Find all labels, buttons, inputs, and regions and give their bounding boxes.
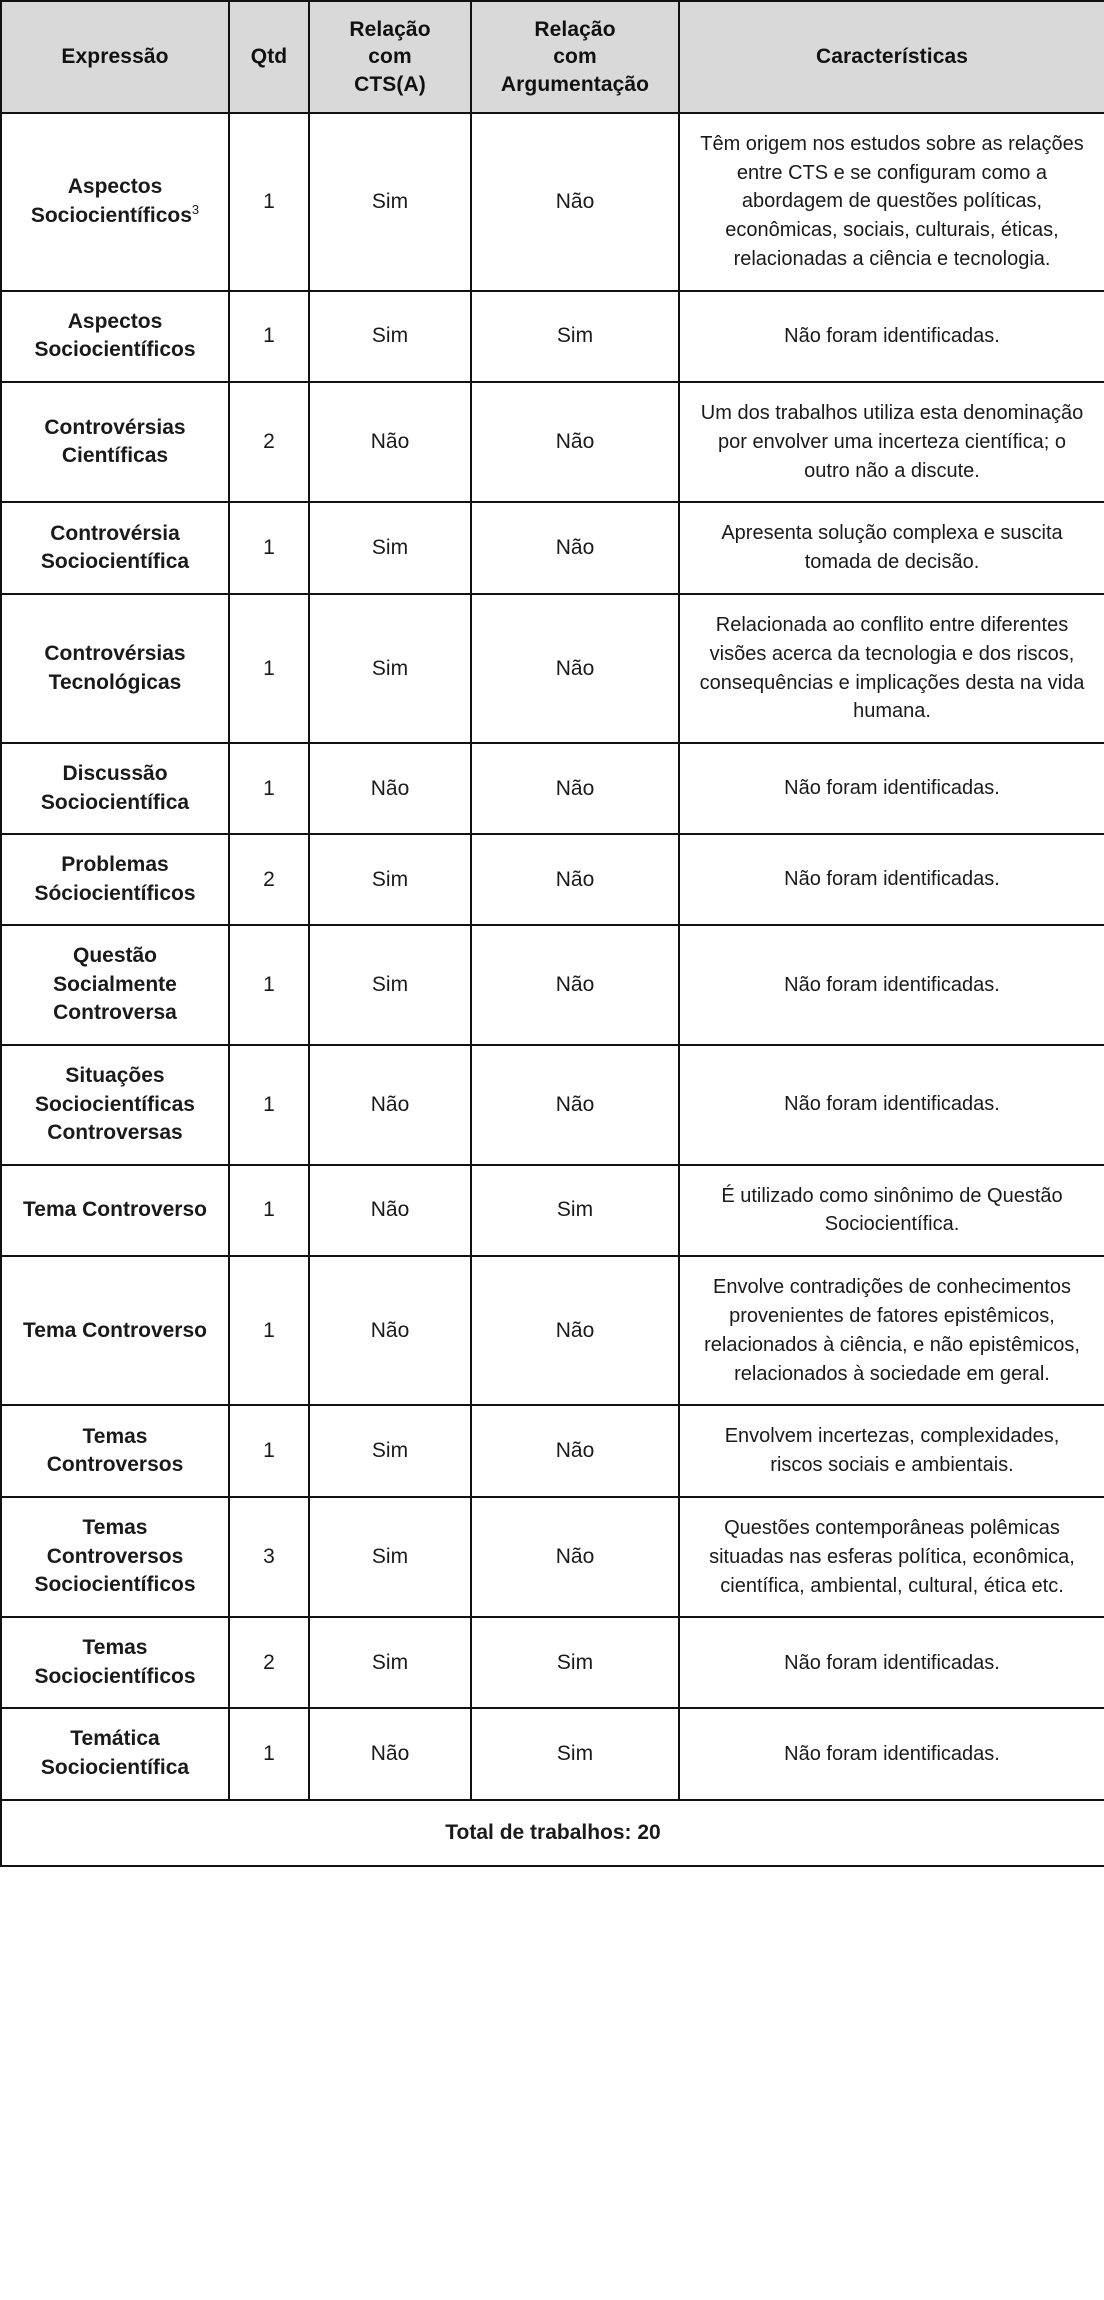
table-row — [1, 1256, 1104, 1405]
table-row — [1, 291, 1104, 382]
header-row — [1, 1, 1104, 113]
expressao-label: Questão Socialmente Controversa — [53, 944, 177, 1025]
cell-expressao — [1, 291, 229, 382]
table-row — [1, 834, 1104, 925]
column-header-expressao: Expressão — [1, 1, 229, 113]
cell-caracteristicas: Não foram identificadas. — [679, 925, 1104, 1045]
cell-relacao-argumentacao: Sim — [471, 1165, 679, 1257]
table-body — [1, 113, 1104, 1866]
cell-relacao-argumentacao: Sim — [471, 291, 679, 382]
cell-relacao-cts: Sim — [309, 1497, 471, 1617]
cell-qtd: 2 — [229, 1617, 309, 1708]
cell-expressao — [1, 925, 229, 1045]
table-row — [1, 382, 1104, 502]
cell-qtd: 3 — [229, 1497, 309, 1617]
cell-relacao-argumentacao: Não — [471, 1405, 679, 1497]
expressao-label: Tema Controverso — [23, 1318, 207, 1342]
cell-qtd: 1 — [229, 1256, 309, 1405]
cell-caracteristicas: Não foram identificadas. — [679, 291, 1104, 382]
cell-relacao-cts: Sim — [309, 1617, 471, 1708]
cell-relacao-cts: Sim — [309, 594, 471, 743]
cell-expressao — [1, 382, 229, 502]
cell-qtd: 2 — [229, 382, 309, 502]
cell-expressao — [1, 1405, 229, 1497]
cell-relacao-cts: Não — [309, 743, 471, 834]
cell-qtd: 1 — [229, 743, 309, 834]
cell-caracteristicas: Relacionada ao conflito entre diferentes visões acerca da tecnologia e dos riscos, consequências e implicações desta na vida humana. — [679, 594, 1104, 743]
cell-caracteristicas: Envolvem incertezas, complexidades, riscos sociais e ambientais. — [679, 1405, 1104, 1497]
table-total-row — [1, 1800, 1104, 1866]
column-header-cts-line1: Relação — [349, 18, 431, 41]
table-row — [1, 113, 1104, 291]
cell-caracteristicas: Não foram identificadas. — [679, 1617, 1104, 1708]
cell-relacao-argumentacao: Não — [471, 1497, 679, 1617]
cell-expressao — [1, 113, 229, 291]
cell-caracteristicas: Não foram identificadas. — [679, 834, 1104, 925]
column-header-cts — [309, 1, 471, 113]
cell-expressao — [1, 1708, 229, 1799]
cell-caracteristicas: Envolve contradições de conhecimentos provenientes de fatores epistêmicos, relacionados à ciência, e não epistêmicos, relacionados à sociedade em geral. — [679, 1256, 1104, 1405]
cell-relacao-cts: Não — [309, 382, 471, 502]
cell-qtd: 1 — [229, 113, 309, 291]
expressao-label: Temática Sociocientífica — [40, 1727, 190, 1780]
cell-relacao-argumentacao: Sim — [471, 1617, 679, 1708]
cell-expressao — [1, 1165, 229, 1257]
cell-caracteristicas: Um dos trabalhos utiliza esta denominação por envolver uma incerteza científica; o outro não a discute. — [679, 382, 1104, 502]
column-header-cts-line2: com — [368, 45, 412, 69]
table-row — [1, 1708, 1104, 1799]
table-row — [1, 1617, 1104, 1708]
cell-relacao-argumentacao: Não — [471, 113, 679, 291]
cell-relacao-cts: Sim — [309, 925, 471, 1045]
cell-qtd: 1 — [229, 502, 309, 594]
expressao-label: Controvérsia Sociocientífica — [40, 521, 190, 574]
cell-caracteristicas: Apresenta solução complexa e suscita tomada de decisão. — [679, 502, 1104, 594]
total-label: Total de trabalhos: 20 — [1, 1800, 1104, 1866]
cell-qtd: 2 — [229, 834, 309, 925]
expressao-label: Problemas Sóciocientíficos — [34, 853, 196, 905]
cell-qtd: 1 — [229, 1165, 309, 1257]
cell-qtd: 1 — [229, 1405, 309, 1497]
cell-relacao-cts: Sim — [309, 113, 471, 291]
cell-relacao-cts: Sim — [309, 502, 471, 594]
footnote-marker: 3 — [191, 201, 200, 217]
cell-qtd: 1 — [229, 1708, 309, 1799]
cell-caracteristicas: Não foram identificadas. — [679, 1708, 1104, 1799]
cell-caracteristicas: Não foram identificadas. — [679, 1045, 1104, 1165]
cell-relacao-argumentacao: Não — [471, 1045, 679, 1165]
cell-caracteristicas: Questões contemporâneas polêmicas situadas nas esferas política, econômica, científica, ambiental, cultural, ética etc. — [679, 1497, 1104, 1617]
table-row — [1, 594, 1104, 743]
cell-relacao-argumentacao: Não — [471, 1256, 679, 1405]
cell-qtd: 1 — [229, 291, 309, 382]
column-header-argumentacao-line3: Argumentação — [500, 72, 650, 96]
cell-expressao — [1, 502, 229, 594]
cell-relacao-cts: Não — [309, 1165, 471, 1257]
table-row — [1, 925, 1104, 1045]
expressao-label: Situações Sociocientíficas Controversas — [35, 1063, 195, 1145]
cell-relacao-cts: Sim — [309, 1405, 471, 1497]
cell-expressao — [1, 594, 229, 743]
cell-qtd: 1 — [229, 925, 309, 1045]
cell-relacao-argumentacao: Não — [471, 834, 679, 925]
column-header-argumentacao-line2: com — [553, 45, 597, 69]
table-row — [1, 743, 1104, 834]
cell-expressao — [1, 1617, 229, 1708]
table-row — [1, 502, 1104, 594]
expressao-label: Temas Sociocientíficos — [34, 1636, 196, 1688]
column-header-argumentacao — [471, 1, 679, 113]
cell-relacao-argumentacao: Não — [471, 594, 679, 743]
column-header-cts-line3: CTS(A) — [354, 72, 426, 96]
expressao-label: Controvérsias Tecnológicas — [44, 642, 186, 694]
cell-relacao-argumentacao: Não — [471, 502, 679, 594]
expressao-label: Aspectos Sociocientíficos — [30, 175, 192, 227]
cell-expressao — [1, 1497, 229, 1617]
cell-qtd: 1 — [229, 594, 309, 743]
cell-caracteristicas: Não foram identificadas. — [679, 743, 1104, 834]
cell-expressao — [1, 834, 229, 925]
cell-relacao-argumentacao: Sim — [471, 1708, 679, 1799]
expressao-label: Temas Controversos Sociocientíficos — [34, 1516, 196, 1597]
cell-relacao-cts: Sim — [309, 291, 471, 382]
expressao-label: Discussão Sociocientífica — [40, 762, 190, 814]
cell-qtd: 1 — [229, 1045, 309, 1165]
cell-relacao-argumentacao: Não — [471, 925, 679, 1045]
expressao-label: Temas Controversos — [46, 1424, 184, 1477]
table-header — [1, 1, 1104, 113]
cell-relacao-argumentacao: Não — [471, 382, 679, 502]
column-header-qtd: Qtd — [229, 1, 309, 113]
cell-relacao-cts: Não — [309, 1045, 471, 1165]
cell-expressao — [1, 743, 229, 834]
table-row — [1, 1165, 1104, 1257]
column-header-argumentacao-line1: Relação — [534, 18, 616, 41]
table-row — [1, 1045, 1104, 1165]
cell-relacao-cts: Não — [309, 1256, 471, 1405]
expressao-label: Aspectos Sociocientíficos — [34, 309, 196, 362]
expressao-label: Tema Controverso — [23, 1198, 207, 1222]
table-row — [1, 1405, 1104, 1497]
cell-caracteristicas: É utilizado como sinônimo de Questão Sociocientífica. — [679, 1165, 1104, 1257]
cell-expressao — [1, 1045, 229, 1165]
expressao-label: Controvérsias Científicas — [44, 415, 186, 468]
cell-caracteristicas: Têm origem nos estudos sobre as relações entre CTS e se configuram como a abordagem de questões políticas, econômicas, sociais, culturais, éticas, relacionadas a ciência e tecnologia. — [679, 113, 1104, 291]
cell-relacao-cts: Sim — [309, 834, 471, 925]
cell-relacao-cts: Não — [309, 1708, 471, 1799]
cell-expressao — [1, 1256, 229, 1405]
column-header-caracteristicas: Características — [679, 1, 1104, 113]
table-row — [1, 1497, 1104, 1617]
cell-relacao-argumentacao: Não — [471, 743, 679, 834]
